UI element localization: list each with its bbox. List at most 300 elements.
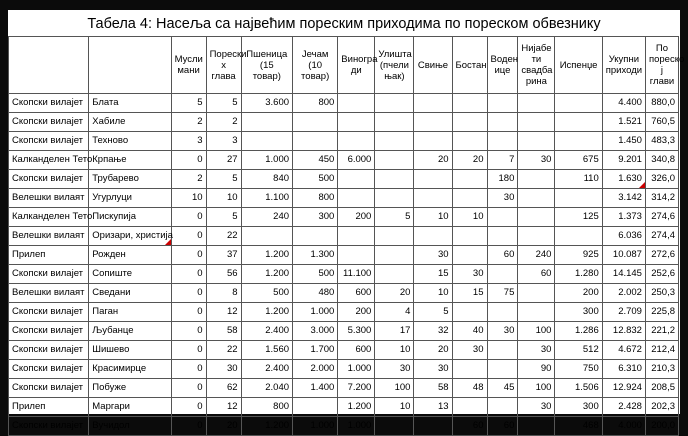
value-cell[interactable] [338, 227, 375, 246]
value-cell[interactable]: 1.400 [293, 379, 338, 398]
column-header[interactable]: Виногра ди [338, 37, 375, 94]
value-cell[interactable] [414, 417, 452, 436]
value-cell[interactable]: 5 [375, 208, 414, 227]
value-cell[interactable] [555, 113, 602, 132]
column-header[interactable]: Пшеница (15 товар) [241, 37, 292, 94]
value-cell[interactable]: 800 [293, 94, 338, 113]
table-row [9, 303, 679, 322]
value-cell[interactable] [487, 303, 518, 322]
table-row [9, 284, 679, 303]
column-header[interactable] [89, 37, 171, 94]
value-cell[interactable]: 240 [518, 246, 555, 265]
settlement-cell[interactable]: Побуже [89, 379, 171, 398]
value-cell[interactable]: 1.560 [241, 341, 292, 360]
value-cell[interactable]: 2 [171, 170, 206, 189]
region-cell[interactable]: Скопски вилајет [9, 341, 89, 360]
value-cell[interactable] [414, 170, 452, 189]
value-cell[interactable]: 0 [171, 284, 206, 303]
region-cell[interactable]: Калканделен Тето [9, 208, 89, 227]
value-cell[interactable] [375, 189, 414, 208]
region-cell[interactable]: Скопски вилајет [9, 322, 89, 341]
value-cell[interactable]: 675 [555, 151, 602, 170]
region-cell[interactable]: Скопски вилајет [9, 132, 89, 151]
value-cell[interactable] [338, 132, 375, 151]
value-cell[interactable]: 100 [518, 322, 555, 341]
value-cell[interactable]: 6.310 [602, 360, 645, 379]
value-cell[interactable]: 58 [414, 379, 452, 398]
value-cell[interactable] [518, 284, 555, 303]
value-cell[interactable]: 208,5 [645, 379, 678, 398]
settlement-cell[interactable]: Хабиле [89, 113, 171, 132]
value-cell[interactable]: 2 [206, 113, 241, 132]
value-cell[interactable]: 8 [206, 284, 241, 303]
value-cell[interactable]: 30 [487, 322, 518, 341]
header-row [9, 37, 679, 94]
value-cell[interactable]: 125 [555, 208, 602, 227]
column-header[interactable]: Нијабе ти свадба рина [518, 37, 555, 94]
value-cell[interactable]: 500 [293, 265, 338, 284]
table-row [9, 322, 679, 341]
value-cell[interactable]: 200 [338, 303, 375, 322]
settlement-cell[interactable]: Вучидол [89, 417, 171, 436]
value-cell[interactable]: 1.000 [241, 151, 292, 170]
value-cell[interactable]: 0 [171, 360, 206, 379]
value-cell[interactable] [452, 246, 487, 265]
value-cell[interactable]: 1.521 [602, 113, 645, 132]
value-cell[interactable] [555, 227, 602, 246]
value-cell[interactable] [487, 132, 518, 151]
value-cell[interactable] [375, 132, 414, 151]
value-cell[interactable]: 30 [452, 265, 487, 284]
value-cell[interactable]: 225,8 [645, 303, 678, 322]
value-cell[interactable]: 9.201 [602, 151, 645, 170]
value-cell[interactable]: 0 [171, 151, 206, 170]
value-cell[interactable]: 3.600 [241, 94, 292, 113]
settlement-cell[interactable]: Сведани [89, 284, 171, 303]
value-cell[interactable] [487, 94, 518, 113]
value-cell[interactable]: 7 [487, 151, 518, 170]
value-cell[interactable]: 6.000 [338, 151, 375, 170]
value-cell[interactable]: 30 [414, 360, 452, 379]
value-cell[interactable]: 512 [555, 341, 602, 360]
value-cell[interactable]: 4 [375, 303, 414, 322]
value-cell[interactable]: 5 [206, 208, 241, 227]
value-cell[interactable]: 100 [375, 379, 414, 398]
column-header[interactable]: Улишта (пчели њак) [375, 37, 414, 94]
column-header[interactable]: Свиње [414, 37, 452, 94]
value-cell[interactable]: 110 [555, 170, 602, 189]
value-cell[interactable]: 2.002 [602, 284, 645, 303]
value-cell[interactable]: 200 [555, 284, 602, 303]
settlement-cell[interactable]: Техново [89, 132, 171, 151]
value-cell[interactable] [487, 360, 518, 379]
value-cell[interactable] [452, 303, 487, 322]
value-cell[interactable]: 37 [206, 246, 241, 265]
settlement-cell[interactable]: Крпање [89, 151, 171, 170]
value-cell[interactable]: 10 [171, 189, 206, 208]
table-row [9, 189, 679, 208]
region-cell[interactable]: Велешки вилаят [9, 227, 89, 246]
value-cell[interactable]: 1.700 [293, 341, 338, 360]
value-cell[interactable] [375, 113, 414, 132]
value-cell[interactable]: 272,6 [645, 246, 678, 265]
column-header[interactable]: Порески х глава [206, 37, 241, 94]
value-cell[interactable]: 0 [171, 208, 206, 227]
value-cell[interactable]: 1.000 [338, 360, 375, 379]
value-cell[interactable]: 12 [206, 303, 241, 322]
value-cell[interactable]: 1.300 [293, 246, 338, 265]
value-cell[interactable]: 1.280 [555, 265, 602, 284]
value-cell[interactable]: 2.709 [602, 303, 645, 322]
value-cell[interactable]: 17 [375, 322, 414, 341]
value-cell[interactable]: 1.373 [602, 208, 645, 227]
value-cell[interactable]: 56 [206, 265, 241, 284]
value-cell[interactable]: 30 [206, 360, 241, 379]
value-cell[interactable]: 62 [206, 379, 241, 398]
value-cell[interactable]: 0 [171, 341, 206, 360]
value-cell[interactable]: 60 [518, 265, 555, 284]
value-cell[interactable] [555, 94, 602, 113]
value-cell[interactable]: 20 [414, 341, 452, 360]
value-cell[interactable]: 300 [555, 398, 602, 417]
value-cell[interactable]: 15 [414, 265, 452, 284]
value-cell[interactable] [487, 113, 518, 132]
value-cell[interactable]: 3 [171, 132, 206, 151]
value-cell[interactable]: 3 [206, 132, 241, 151]
value-cell[interactable] [338, 246, 375, 265]
value-cell[interactable] [518, 417, 555, 436]
value-cell[interactable] [452, 113, 487, 132]
settlement-cell[interactable]: Пискупија [89, 208, 171, 227]
value-cell[interactable] [414, 132, 452, 151]
value-cell[interactable]: 20 [452, 151, 487, 170]
value-cell[interactable] [241, 227, 292, 246]
value-cell[interactable]: 1.450 [602, 132, 645, 151]
value-cell[interactable]: 800 [293, 189, 338, 208]
value-cell[interactable] [452, 398, 487, 417]
column-header[interactable]: Испенџе [555, 37, 602, 94]
value-cell[interactable]: 5.300 [338, 322, 375, 341]
value-cell[interactable] [375, 265, 414, 284]
table-title: Табела 4: Насеља са највећим пореским приходима по пореском обвезнику [87, 16, 601, 32]
value-cell[interactable]: 30 [518, 341, 555, 360]
settlement-cell[interactable]: Трубарево [89, 170, 171, 189]
value-cell[interactable]: 1.000 [293, 417, 338, 436]
value-cell[interactable]: 30 [518, 398, 555, 417]
value-cell[interactable]: 4.000 [602, 417, 645, 436]
region-cell[interactable]: Прилеп [9, 246, 89, 265]
value-cell[interactable]: 1.200 [241, 417, 292, 436]
value-cell[interactable]: 30 [375, 360, 414, 379]
value-cell[interactable] [414, 189, 452, 208]
table-header [9, 37, 685, 94]
value-cell[interactable]: 10 [452, 208, 487, 227]
region-cell[interactable]: Калканделен Тето [9, 151, 89, 170]
value-cell[interactable]: 20 [206, 417, 241, 436]
value-cell[interactable]: 212,4 [645, 341, 678, 360]
value-cell[interactable] [487, 398, 518, 417]
region-cell[interactable]: Скопски вилајет [9, 303, 89, 322]
region-cell[interactable]: Прилеп [9, 398, 89, 417]
settlement-cell[interactable]: Угурлуци [89, 189, 171, 208]
value-cell[interactable]: 22 [206, 341, 241, 360]
settlement-cell[interactable]: Сопиште [89, 265, 171, 284]
value-cell[interactable] [452, 227, 487, 246]
value-cell[interactable]: 15 [452, 284, 487, 303]
value-cell[interactable]: 30 [452, 341, 487, 360]
column-header[interactable]: Бостан [452, 37, 487, 94]
table-row [9, 398, 679, 417]
value-cell[interactable]: 500 [293, 170, 338, 189]
settlement-cell[interactable]: Рожден [89, 246, 171, 265]
value-cell[interactable]: 2.428 [602, 398, 645, 417]
value-cell[interactable] [375, 246, 414, 265]
value-cell[interactable]: 45 [487, 379, 518, 398]
value-cell[interactable]: 1.100 [241, 189, 292, 208]
region-cell[interactable]: Скопски вилајет [9, 170, 89, 189]
column-header[interactable]: Јечам (10 товар) [293, 37, 338, 94]
value-cell[interactable] [452, 360, 487, 379]
value-cell[interactable]: 1.286 [555, 322, 602, 341]
settlement-cell[interactable]: Паган [89, 303, 171, 322]
settlement-cell[interactable]: Љубанце [89, 322, 171, 341]
value-cell[interactable] [452, 132, 487, 151]
value-cell[interactable] [338, 113, 375, 132]
value-cell[interactable]: 240 [241, 208, 292, 227]
value-cell[interactable]: 340,8 [645, 151, 678, 170]
value-cell[interactable]: 314,2 [645, 189, 678, 208]
value-cell[interactable]: 2.000 [293, 360, 338, 379]
value-cell[interactable]: 30 [518, 151, 555, 170]
value-cell[interactable]: 14.145 [602, 265, 645, 284]
value-cell[interactable] [487, 227, 518, 246]
value-cell[interactable]: 483,3 [645, 132, 678, 151]
settlement-cell[interactable]: Красимирце [89, 360, 171, 379]
column-header[interactable]: Мусли мани [171, 37, 206, 94]
value-cell[interactable]: 300 [555, 303, 602, 322]
value-cell[interactable] [487, 265, 518, 284]
value-cell[interactable]: 1.200 [241, 303, 292, 322]
value-cell[interactable]: 880,0 [645, 94, 678, 113]
value-cell[interactable]: 0 [171, 303, 206, 322]
value-cell[interactable] [338, 189, 375, 208]
value-cell[interactable]: 10.087 [602, 246, 645, 265]
value-cell[interactable] [241, 113, 292, 132]
value-cell[interactable]: 0 [171, 417, 206, 436]
value-cell[interactable]: 13 [414, 398, 452, 417]
value-cell[interactable]: 3.142 [602, 189, 645, 208]
value-cell[interactable]: 22 [206, 227, 241, 246]
value-cell[interactable]: 2.400 [241, 322, 292, 341]
value-cell[interactable]: 100 [518, 379, 555, 398]
value-cell[interactable]: 1.000 [293, 303, 338, 322]
value-cell[interactable]: 48 [452, 379, 487, 398]
value-cell[interactable]: 221,2 [645, 322, 678, 341]
value-cell[interactable]: 5 [206, 170, 241, 189]
value-cell[interactable]: 202,3 [645, 398, 678, 417]
spreadsheet [8, 10, 685, 431]
value-cell[interactable]: 252,6 [645, 265, 678, 284]
value-cell[interactable]: 210,3 [645, 360, 678, 379]
value-cell[interactable] [518, 189, 555, 208]
value-cell[interactable] [338, 94, 375, 113]
table-row [9, 417, 679, 436]
value-cell[interactable]: 12 [206, 398, 241, 417]
value-cell[interactable] [338, 170, 375, 189]
value-cell[interactable]: 1.000 [338, 417, 375, 436]
value-cell[interactable]: 500 [241, 284, 292, 303]
data-table [8, 36, 685, 436]
value-cell[interactable]: 480 [293, 284, 338, 303]
value-cell[interactable] [518, 303, 555, 322]
value-cell[interactable] [452, 189, 487, 208]
value-cell[interactable]: 2.400 [241, 360, 292, 379]
value-cell[interactable] [518, 227, 555, 246]
value-cell[interactable]: 58 [206, 322, 241, 341]
value-cell[interactable]: 27 [206, 151, 241, 170]
value-cell[interactable] [375, 227, 414, 246]
settlement-cell[interactable]: Маргари [89, 398, 171, 417]
value-cell[interactable]: 60 [487, 417, 518, 436]
value-cell[interactable]: 840 [241, 170, 292, 189]
value-cell[interactable] [414, 94, 452, 113]
value-cell[interactable]: 0 [171, 398, 206, 417]
value-cell[interactable]: 30 [414, 246, 452, 265]
value-cell[interactable]: 75 [487, 284, 518, 303]
value-cell[interactable]: 1.200 [241, 265, 292, 284]
value-cell[interactable]: 0 [171, 322, 206, 341]
value-cell[interactable] [293, 113, 338, 132]
region-cell[interactable]: Велешки вилаят [9, 284, 89, 303]
table-row [9, 379, 679, 398]
value-cell[interactable]: 274,4 [645, 227, 678, 246]
value-cell[interactable]: 800 [241, 398, 292, 417]
value-cell[interactable]: 30 [487, 189, 518, 208]
value-cell[interactable]: 600 [338, 341, 375, 360]
value-cell[interactable]: 7.200 [338, 379, 375, 398]
value-cell[interactable]: 90 [518, 360, 555, 379]
value-cell[interactable]: 200 [338, 208, 375, 227]
value-cell[interactable]: 450 [293, 151, 338, 170]
value-cell[interactable] [293, 132, 338, 151]
region-cell[interactable]: Скопски вилајет [9, 379, 89, 398]
value-cell[interactable]: 3.000 [293, 322, 338, 341]
value-cell[interactable]: 40 [452, 322, 487, 341]
value-cell[interactable] [518, 170, 555, 189]
value-cell[interactable] [487, 208, 518, 227]
value-cell[interactable]: 300 [293, 208, 338, 227]
value-cell[interactable]: 200,0 [645, 417, 678, 436]
value-cell[interactable] [375, 417, 414, 436]
region-cell[interactable]: Велешки вилаят [9, 189, 89, 208]
region-cell[interactable]: Скопски вилајет [9, 417, 89, 436]
column-header[interactable]: По пореско ј глави [645, 37, 678, 94]
value-cell[interactable]: 760,5 [645, 113, 678, 132]
value-cell[interactable]: 1.200 [338, 398, 375, 417]
value-cell[interactable] [293, 227, 338, 246]
value-cell[interactable]: 600 [338, 284, 375, 303]
column-header[interactable]: Укупни приходи [602, 37, 645, 94]
region-cell[interactable]: Скопски вилајет [9, 360, 89, 379]
value-cell[interactable] [518, 132, 555, 151]
value-cell[interactable] [452, 170, 487, 189]
value-cell[interactable]: 468 [555, 417, 602, 436]
value-cell[interactable]: 10 [206, 189, 241, 208]
value-cell[interactable] [375, 151, 414, 170]
value-cell[interactable]: 5 [171, 94, 206, 113]
value-cell[interactable]: 12.832 [602, 322, 645, 341]
value-cell[interactable] [487, 341, 518, 360]
value-cell[interactable]: 250,3 [645, 284, 678, 303]
value-cell[interactable] [375, 94, 414, 113]
region-cell[interactable]: Скопски вилајет [9, 94, 89, 113]
value-cell[interactable]: 5 [414, 303, 452, 322]
settlement-cell[interactable]: Шишево [89, 341, 171, 360]
value-cell[interactable] [241, 132, 292, 151]
value-cell[interactable] [555, 132, 602, 151]
value-cell[interactable]: 60 [452, 417, 487, 436]
value-cell[interactable] [555, 189, 602, 208]
value-cell[interactable]: 326,0 [645, 170, 678, 189]
value-cell[interactable]: 20 [375, 284, 414, 303]
value-cell[interactable]: 4.400 [602, 94, 645, 113]
value-cell[interactable]: 11.100 [338, 265, 375, 284]
region-cell[interactable]: Скопски вилајет [9, 113, 89, 132]
value-cell[interactable] [518, 208, 555, 227]
value-cell[interactable]: 10 [375, 341, 414, 360]
value-cell[interactable]: 20 [414, 151, 452, 170]
column-header[interactable] [9, 37, 89, 94]
value-cell[interactable]: 2.040 [241, 379, 292, 398]
value-cell[interactable]: 0 [171, 246, 206, 265]
value-cell[interactable]: 0 [171, 265, 206, 284]
value-cell[interactable]: 750 [555, 360, 602, 379]
value-cell[interactable]: 925 [555, 246, 602, 265]
table-row [9, 265, 679, 284]
value-cell[interactable]: 0 [171, 379, 206, 398]
value-cell[interactable] [414, 227, 452, 246]
value-cell[interactable] [518, 113, 555, 132]
settlement-cell[interactable]: Блата [89, 94, 171, 113]
value-cell[interactable]: 5 [206, 94, 241, 113]
value-cell[interactable]: 4.672 [602, 341, 645, 360]
value-cell[interactable]: 32 [414, 322, 452, 341]
value-cell[interactable] [414, 113, 452, 132]
table-row [9, 170, 679, 189]
value-cell[interactable] [375, 170, 414, 189]
region-cell[interactable]: Скопски вилајет [9, 265, 89, 284]
value-cell[interactable]: 180 [487, 170, 518, 189]
settlement-cell[interactable]: Оризари, христија [89, 227, 171, 246]
value-cell[interactable]: 12.924 [602, 379, 645, 398]
value-cell[interactable]: 1.506 [555, 379, 602, 398]
value-cell[interactable]: 274,6 [645, 208, 678, 227]
value-cell[interactable]: 0 [171, 227, 206, 246]
value-cell[interactable]: 10 [414, 208, 452, 227]
value-cell[interactable] [452, 94, 487, 113]
value-cell[interactable]: 2 [171, 113, 206, 132]
value-cell[interactable] [518, 94, 555, 113]
table-row [9, 341, 679, 360]
value-cell[interactable]: 1.630 [602, 170, 645, 189]
value-cell[interactable]: 6.036 [602, 227, 645, 246]
value-cell[interactable]: 60 [487, 246, 518, 265]
value-cell[interactable] [293, 398, 338, 417]
value-cell[interactable]: 10 [414, 284, 452, 303]
value-cell[interactable]: 10 [375, 398, 414, 417]
column-header[interactable]: Воден ице [487, 37, 518, 94]
value-cell[interactable]: 1.200 [241, 246, 292, 265]
